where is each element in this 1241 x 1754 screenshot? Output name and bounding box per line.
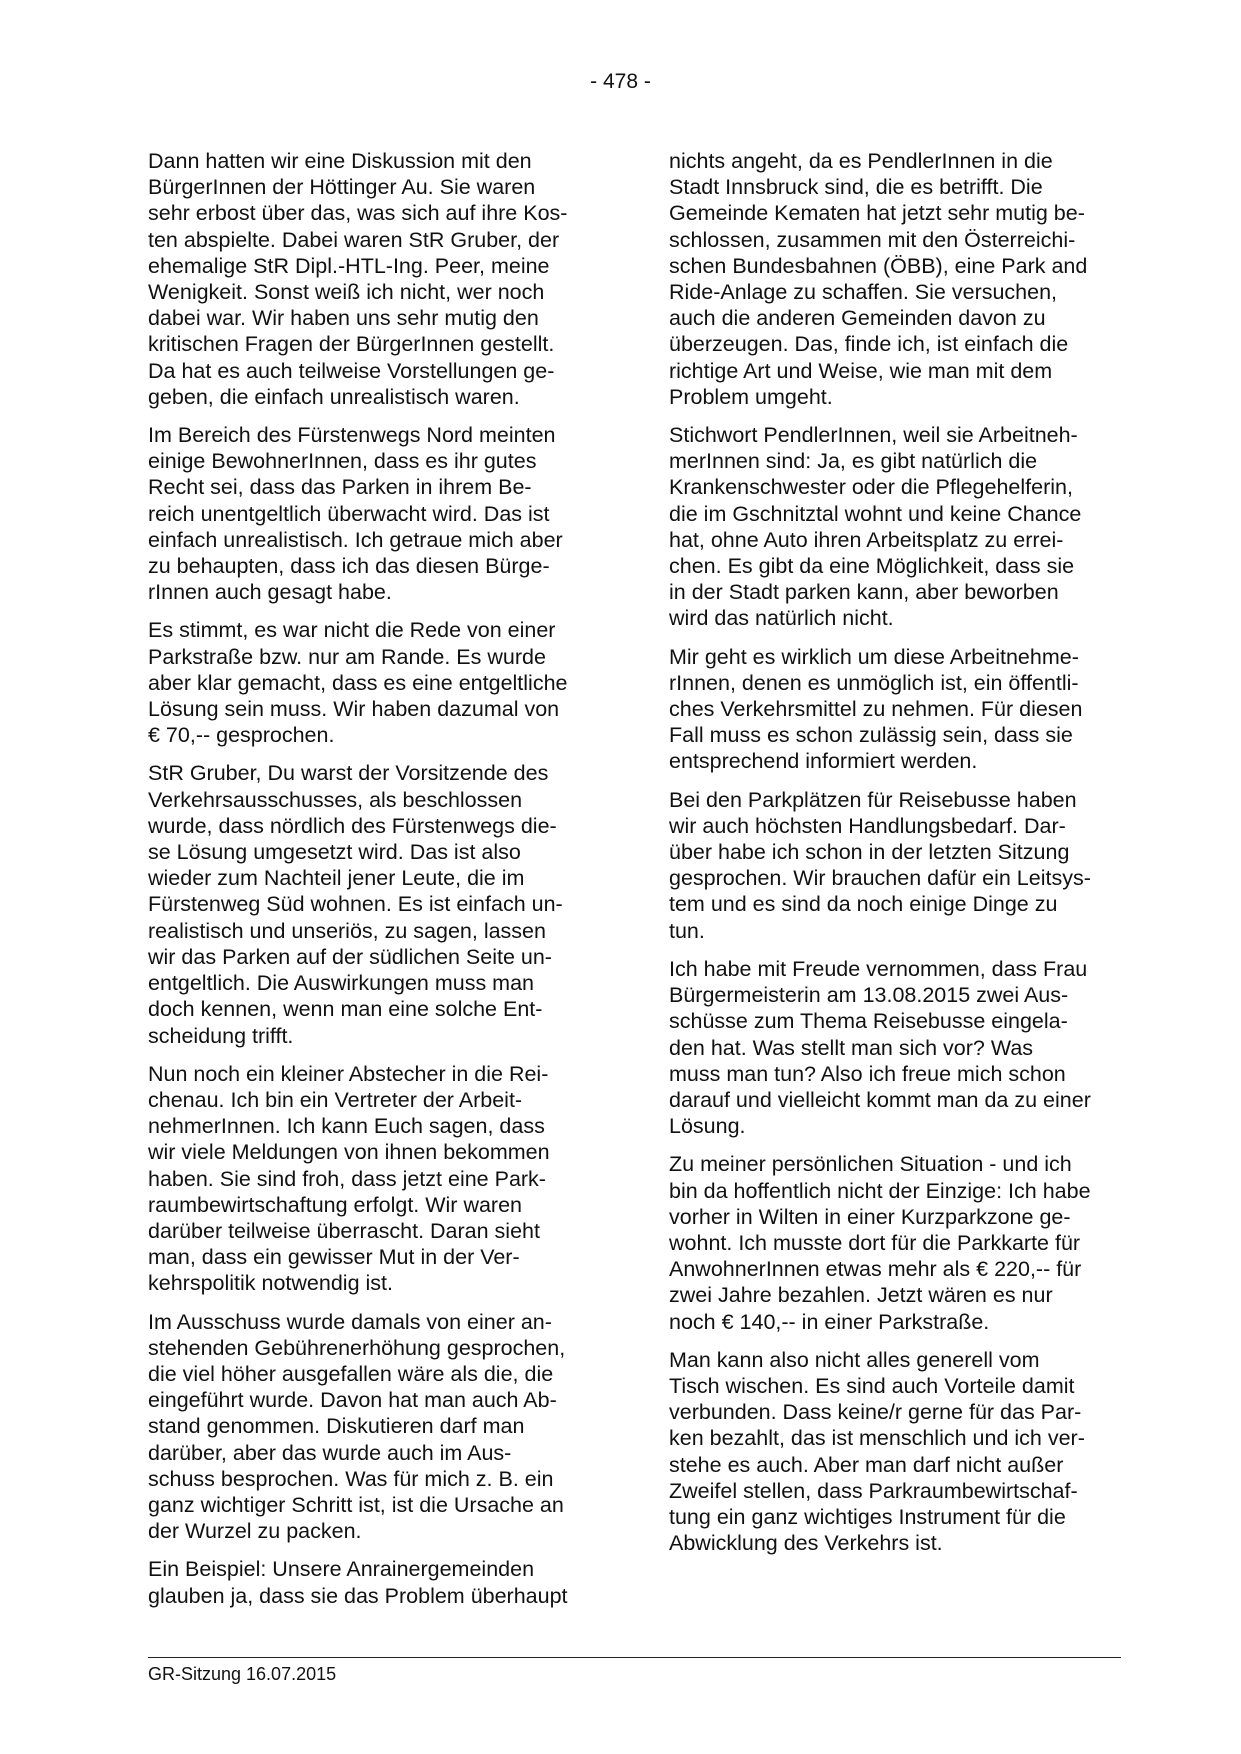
page-number: - 478 - (590, 70, 651, 93)
paragraph: Ich habe mit Freude vernommen, dass Frau Bürgermeisterin am 13.08.2015 zwei Aus- schüsse zum Thema Reisebusse eingela- den hat. Was stellt man sich vor? Was muss man tun? Also ich freue mich schon darauf und vielleicht kommt man da zu einer Lösung. (669, 956, 1091, 1139)
paragraph: Im Bereich des Fürstenwegs Nord meinten einige BewohnerInnen, dass es ihr gutes Recht sei, dass das Parken in ihrem Be- reich unentgeltlich überwacht wird. Das ist einfach unrealistisch. Ich getraue mich aber zu behaupten, dass ich das diesen Bürge- rInnen auch gesagt habe. (148, 423, 563, 605)
paragraph: Im Ausschuss wurde damals von einer an- stehenden Gebührenerhöhung gesprochen, die viel höher ausgefallen wäre als die, die eingeführt wurde. Davon hat man auch Ab- stand genommen. Diskutieren darf man darüber, aber das wurde auch im Aus- schuss besprochen. Was für mich z. B. ein ganz wichtiger Schritt ist, ist die Ursache an der Wurzel zu packen. (148, 1309, 566, 1544)
paragraph: nichts angeht, da es PendlerInnen in die Stadt Innsbruck sind, die es betrifft. Die Gemeinde Kematen hat jetzt sehr mutig be- schlossen, zusammen mit den Österreichi- schen Bundesbahnen (ÖBB), eine Park and Ride-Anlage zu schaffen. Sie versuchen, auch die anderen Gemeinden davon zu überzeugen. Das, finde ich, ist einfach die richtige Art und Weise, wie man mit dem Problem umgeht. (669, 149, 1088, 409)
paragraph: Man kann also nicht alles generell vom Tisch wischen. Es sind auch Vorteile damit verbunden. Dass keine/r gerne für das Par- ken bezahlt, das ist menschlich und ich ver- stehe es auch. Aber man darf nicht außer Zweifel stellen, dass Parkraumbewirtschaf- tung ein ganz wichtiges Instrument für die Abwicklung des Verkehrs ist. (669, 1347, 1085, 1556)
paragraph: StR Gruber, Du warst der Vorsitzende des Verkehrsausschusses, als beschlossen wurde, dass nördlich des Fürstenwegs die- se Lösung umgesetzt wird. Das ist also wieder zum Nachteil jener Leute, die im Fürstenweg Süd wohnen. Es ist einfach un- realistisch und unseriös, zu sagen, lassen wir das Parken auf der südlichen Seite un- entgeltlich. Die Auswirkungen muss man doch kennen, wenn man eine solche Ent- scheidung trifft. (148, 761, 563, 1048)
paragraph: Nun noch ein kleiner Abstecher in die Rei- chenau. Ich bin ein Vertreter der Arbeit- nehmerInnen. Ich kann Euch sagen, dass wir viele Meldungen von ihnen bekommen haben. Sie sind froh, dass jetzt eine Park- raumbewirtschaftung erfolgt. Wir waren darüber teilweise überrascht. Daran sieht man, dass ein gewisser Mut in der Ver- kehrspolitik notwendig ist. (148, 1061, 550, 1296)
paragraph: Stichwort PendlerInnen, weil sie Arbeitneh- merInnen sind: Ja, es gibt natürlich die Krankenschwester oder die Pflegehelferin, die im Gschnitztal wohnt und keine Chance hat, ohne Auto ihren Arbeitsplatz zu errei- chen. Es gibt da eine Möglichkeit, dass sie in der Stadt parken kann, aber beworben wird das natürlich nicht. (669, 423, 1082, 631)
paragraph: Mir geht es wirklich um diese Arbeitnehme- rInnen, denen es unmöglich ist, ein öffentli- ches Verkehrsmittel zu nehmen. Für diesen Fall muss es schon zulässig sein, dass sie entsprechend informiert werden. (669, 644, 1083, 774)
footer-divider (148, 1657, 1121, 1658)
paragraph: Bei den Parkplätzen für Reisebusse haben wir auch höchsten Handlungsbedarf. Dar- über habe ich schon in der letzten Sitzung gesprochen. Wir brauchen dafür ein Leitsys- tem und es sind da noch einige Dinge zu tun. (669, 787, 1091, 943)
paragraph: Dann hatten wir eine Diskussion mit den BürgerInnen der Höttinger Au. Sie waren sehr erbost über das, was sich auf ihre Kos- ten abspielte. Dabei waren StR Gruber, der ehemalige StR Dipl.-HTL-Ing. Peer, meine Wenigkeit. Sonst weiß ich nicht, wer noch dabei war. Wir haben uns sehr mutig den kritischen Fragen der BürgerInnen gestellt. Da hat es auch teilweise Vorstellungen ge- geben, die einfach unrealistisch waren. (148, 149, 568, 409)
paragraph: Ein Beispiel: Unsere Anrainergemeinden glauben ja, dass sie das Problem überhaupt (148, 1557, 568, 1608)
paragraph: Zu meiner persönlichen Situation - und ich bin da hoffentlich nicht der Einzige: Ich habe vorher in Wilten in einer Kurzparkzone ge- wohnt. Ich musste dort für die Parkkarte für AnwohnerInnen etwas mehr als € 220,-- für zwei Jahre bezahlen. Jetzt wären es nur noch € 140,-- in einer Parkstraße. (669, 1152, 1091, 1334)
footer-session-date: GR-Sitzung 16.07.2015 (148, 1664, 337, 1684)
left-text-column (148, 148, 600, 1621)
paragraph: Es stimmt, es war nicht die Rede von einer Parkstraße bzw. nur am Rande. Es wurde aber klar gemacht, dass es eine entgeltliche Lösung sein muss. Wir haben dazumal von € 70,-- gesprochen. (148, 618, 568, 748)
right-text-column (669, 148, 1121, 1568)
